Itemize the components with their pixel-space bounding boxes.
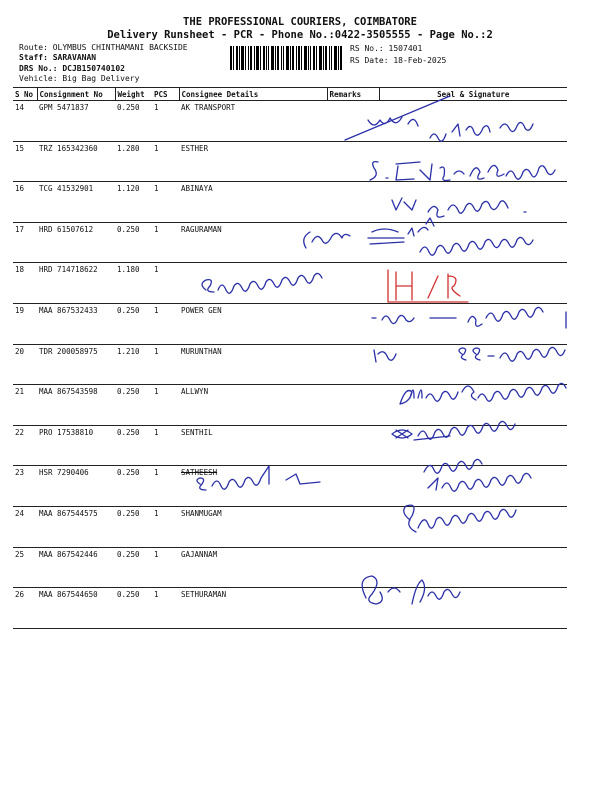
cell-sno: 21	[13, 385, 37, 426]
cell-consignee: ABINAYA	[179, 182, 327, 223]
cell-consignee: MURUNTHAN	[179, 344, 327, 385]
cell-pcs: 1	[152, 303, 179, 344]
cell-remarks	[327, 222, 379, 263]
cell-pcs: 1	[152, 466, 179, 507]
cell-consignee: SATHEESH	[179, 466, 327, 507]
cell-weight: 0.250	[115, 506, 152, 547]
cell-weight: 1.280	[115, 141, 152, 182]
cell-pcs: 1	[152, 588, 179, 629]
col-seal-signature: Seal & Signature	[379, 88, 567, 101]
staff-label: Staff:	[19, 53, 48, 62]
cell-weight: 1.120	[115, 182, 152, 223]
cell-sno: 16	[13, 182, 37, 223]
cell-sno: 24	[13, 506, 37, 547]
col-remarks: Remarks	[327, 88, 379, 101]
cell-consignment: HRD 714718622	[37, 263, 115, 304]
cell-consignment: TDR 200058975	[37, 344, 115, 385]
cell-consignee: SHANMUGAM	[179, 506, 327, 547]
cell-consignee: RAGURAMAN	[179, 222, 327, 263]
cell-weight: 0.250	[115, 303, 152, 344]
vehicle-value: Big Bag Delivery	[62, 74, 140, 83]
table-row	[13, 101, 567, 142]
cell-pcs: 1	[152, 263, 179, 304]
table-row	[13, 506, 567, 547]
cell-weight: 0.250	[115, 547, 152, 588]
table-row	[13, 303, 567, 344]
cell-consignee: SETHURAMAN	[179, 588, 327, 629]
col-pcs: PCS	[152, 88, 179, 101]
runsheet-table	[13, 87, 567, 629]
cell-sno: 15	[13, 141, 37, 182]
cell-weight: 0.250	[115, 588, 152, 629]
cell-remarks	[327, 182, 379, 223]
cell-sno: 17	[13, 222, 37, 263]
cell-remarks	[327, 263, 379, 304]
cell-consignment: TCG 41532901	[37, 182, 115, 223]
cell-consignee	[179, 263, 327, 304]
cell-remarks	[327, 385, 379, 426]
drs-label: DRS No.:	[19, 64, 58, 73]
rs-no-value: 1507401	[388, 44, 423, 53]
cell-weight: 1.210	[115, 344, 152, 385]
col-weight: Weight	[115, 88, 152, 101]
table-header-row	[13, 88, 567, 101]
cell-signature	[379, 588, 567, 629]
cell-weight: 0.250	[115, 101, 152, 142]
table-row	[13, 547, 567, 588]
vehicle-line	[19, 74, 139, 84]
cell-sno: 22	[13, 425, 37, 466]
cell-signature	[379, 101, 567, 142]
cell-consignment: MAA 867544650	[37, 588, 115, 629]
cell-pcs: 1	[152, 547, 179, 588]
cell-sno: 20	[13, 344, 37, 385]
cell-consignment: MAA 867544575	[37, 506, 115, 547]
document-title: THE PROFESSIONAL COURIERS, COIMBATORE	[183, 16, 417, 28]
rs-date-label: RS Date:	[350, 56, 389, 65]
cell-sno: 23	[13, 466, 37, 507]
cell-signature	[379, 303, 567, 344]
cell-signature	[379, 182, 567, 223]
route-label: Route:	[19, 43, 48, 52]
cell-weight: 0.250	[115, 222, 152, 263]
cell-signature	[379, 506, 567, 547]
cell-signature	[379, 344, 567, 385]
rs-no-label: RS No.:	[350, 44, 384, 53]
cell-sno: 14	[13, 101, 37, 142]
cell-pcs: 1	[152, 506, 179, 547]
cell-remarks	[327, 303, 379, 344]
cell-consignee: GAJANNAM	[179, 547, 327, 588]
cell-remarks	[327, 141, 379, 182]
staff-value: SARAVANAN	[52, 53, 97, 62]
cell-pcs: 1	[152, 425, 179, 466]
cell-signature	[379, 141, 567, 182]
cell-sno: 18	[13, 263, 37, 304]
cell-weight: 0.250	[115, 385, 152, 426]
cell-weight: 0.250	[115, 466, 152, 507]
cell-signature	[379, 222, 567, 263]
vehicle-label: Vehicle:	[19, 74, 58, 83]
cell-pcs: 1	[152, 222, 179, 263]
cell-signature	[379, 425, 567, 466]
cell-pcs: 1	[152, 385, 179, 426]
cell-consignment: MAA 867543598	[37, 385, 115, 426]
cell-signature	[379, 466, 567, 507]
cell-remarks	[327, 466, 379, 507]
rs-no-line	[350, 44, 422, 54]
cell-remarks	[327, 425, 379, 466]
col-sno: S No	[13, 88, 37, 101]
cell-consignment: HRD 61507612	[37, 222, 115, 263]
col-consignment: Consignment No	[37, 88, 115, 101]
cell-consignment: GPM 5471837	[37, 101, 115, 142]
cell-consignee: AK TRANSPORT	[179, 101, 327, 142]
cell-consignee: ESTHER	[179, 141, 327, 182]
cell-remarks	[327, 547, 379, 588]
cell-weight: 1.180	[115, 263, 152, 304]
cell-pcs: 1	[152, 101, 179, 142]
cell-remarks	[327, 588, 379, 629]
cell-sno: 19	[13, 303, 37, 344]
barcode-image	[230, 46, 342, 70]
cell-consignment: MAA 867532433	[37, 303, 115, 344]
cell-consignment: TRZ 165342360	[37, 141, 115, 182]
table-row	[13, 263, 567, 304]
document-subtitle: Delivery Runsheet - PCR - Phone No.:0422-3505555 - Page No.:2	[107, 29, 493, 41]
table-row	[13, 466, 567, 507]
cell-signature	[379, 263, 567, 304]
cell-signature	[379, 385, 567, 426]
cell-pcs: 1	[152, 182, 179, 223]
cell-consignee: SENTHIL	[179, 425, 327, 466]
cell-sno: 26	[13, 588, 37, 629]
table-row	[13, 588, 567, 629]
route-line	[19, 43, 188, 53]
table-row	[13, 182, 567, 223]
route-value: OLYMBUS CHINTHAMANI BACKSIDE	[52, 43, 188, 52]
cell-consignee: POWER GEN	[179, 303, 327, 344]
drs-line	[19, 64, 125, 74]
table-row	[13, 344, 567, 385]
cell-consignee: ALLWYN	[179, 385, 327, 426]
cell-consignment: HSR 7290406	[37, 466, 115, 507]
cell-remarks	[327, 506, 379, 547]
table-row	[13, 425, 567, 466]
cell-remarks	[327, 344, 379, 385]
table-row	[13, 141, 567, 182]
cell-pcs: 1	[152, 344, 179, 385]
cell-weight: 0.250	[115, 425, 152, 466]
cell-consignment: MAA 867542446	[37, 547, 115, 588]
drs-value: DCJB150740102	[62, 64, 125, 73]
cell-sno: 25	[13, 547, 37, 588]
rs-date-value: 18-Feb-2025	[393, 56, 447, 65]
staff-line	[19, 53, 96, 63]
cell-signature	[379, 547, 567, 588]
cell-consignment: PRO 17538810	[37, 425, 115, 466]
col-consignee: Consignee Details	[179, 88, 327, 101]
rs-date-line	[350, 56, 446, 66]
table-row	[13, 385, 567, 426]
cell-remarks	[327, 101, 379, 142]
table-row	[13, 222, 567, 263]
cell-pcs: 1	[152, 141, 179, 182]
